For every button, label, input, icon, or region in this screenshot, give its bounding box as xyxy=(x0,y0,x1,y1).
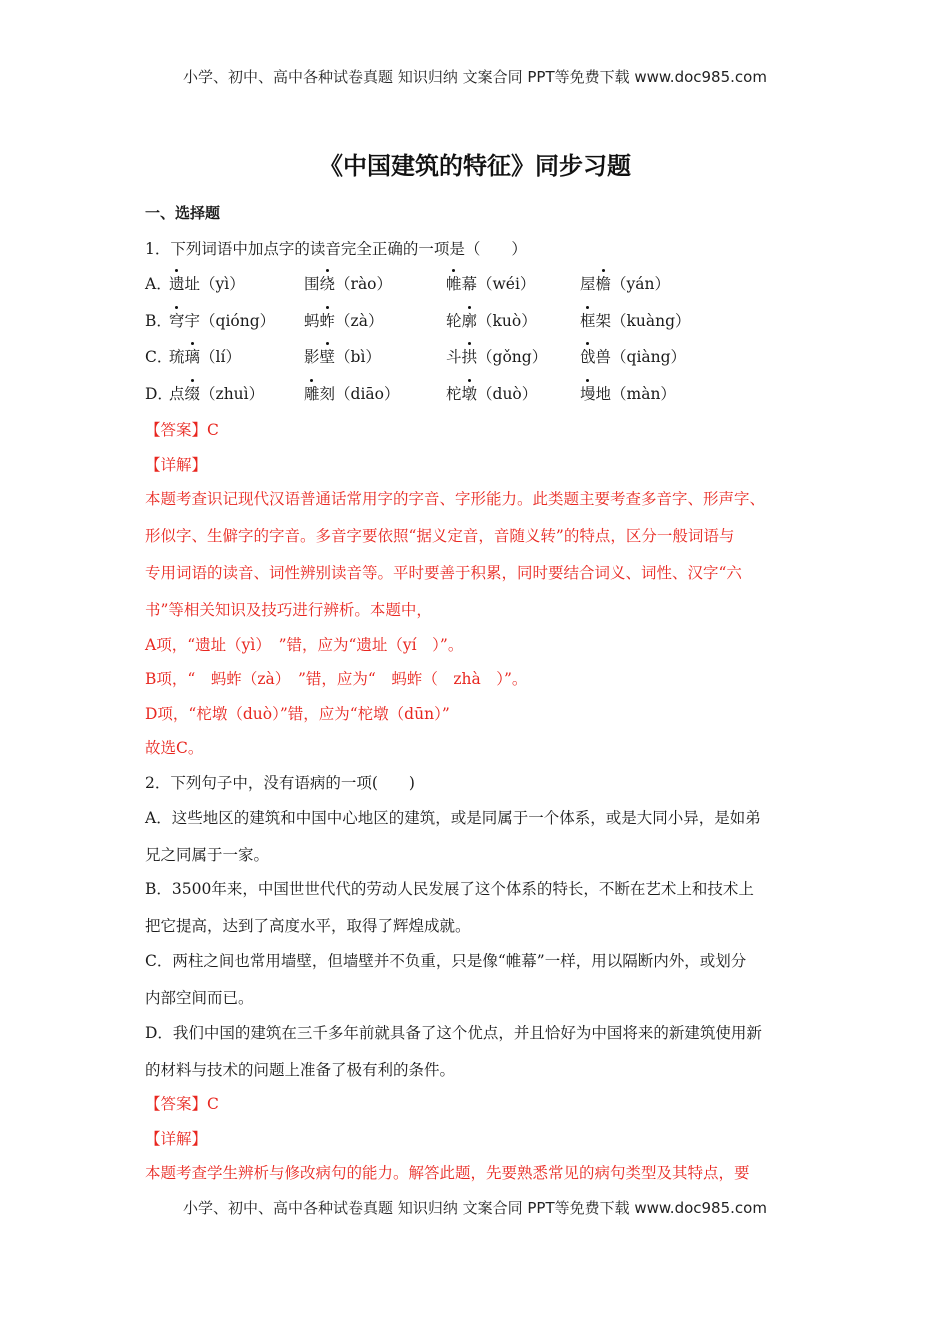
q1-answer: 【答案】C xyxy=(145,421,219,439)
q2-answer: 【答案】C xyxy=(145,1095,219,1113)
dotted-char: 廓 xyxy=(462,309,478,331)
q2-line: 把它提高，达到了高度水平，取得了辉煌成就。 xyxy=(145,917,471,935)
word-item: 戗兽（qiàng） xyxy=(580,345,686,367)
q1-explanation-line: A项，“遗址（yì） ”错，应为“遗址（yí ）”。 xyxy=(145,636,464,654)
dotted-char: 壁 xyxy=(320,345,336,367)
word-item: 琉璃（lí） xyxy=(169,345,241,367)
dotted-char: 戗 xyxy=(580,345,596,367)
dotted-char: 墁 xyxy=(580,382,596,404)
q2-line: A．这些地区的建筑和中国中心地区的建筑，或是同属于一个体系，或是大同小异，是如弟 xyxy=(145,809,761,827)
option-label: A． xyxy=(145,275,172,293)
dotted-char: 框 xyxy=(580,309,596,331)
q1-explanation-line: 形似字、生僻字的字音。多音字要依照“据义定音，音随义转”的特点，区分一般词语与 xyxy=(145,527,735,545)
q2-line: B．3500年来，中国世世代代的劳动人民发展了这个体系的特长，不断在艺术上和技术上 xyxy=(145,880,754,898)
q1-option-a xyxy=(145,272,671,294)
word-item: 柁墩（duò） xyxy=(446,382,537,404)
dotted-char: 绕 xyxy=(320,272,336,294)
word-item: 点缀（zhuì） xyxy=(169,382,264,404)
word-item: 屋檐（yán） xyxy=(580,272,670,294)
q1-explanation-line: 本题考查识记现代汉语普通话常用字的字音、字形能力。此类题主要考查多音字、形声字、 xyxy=(145,490,766,508)
dotted-char: 缀 xyxy=(185,382,201,404)
word-item: 斗拱（gǒng） xyxy=(446,345,547,367)
dotted-char: 帷 xyxy=(446,272,462,294)
dotted-char: 蚱 xyxy=(320,309,336,331)
q1-stem: 1．下列词语中加点字的读音完全正确的一项是（ ） xyxy=(145,240,527,258)
q1-explanation-line: 书”等相关知识及技巧进行辨析。本题中， xyxy=(145,601,432,619)
word-item: 墁地（màn） xyxy=(580,382,676,404)
dotted-char: 拱 xyxy=(462,345,478,367)
word-item: 影壁（bì） xyxy=(304,345,381,367)
dotted-char: 遗 xyxy=(169,272,185,294)
word-item: 框架（kuàng） xyxy=(580,309,691,331)
option-label: D． xyxy=(145,385,173,403)
q1-explanation-line: 故选C。 xyxy=(145,739,204,757)
dotted-char: 檐 xyxy=(596,272,612,294)
dotted-char: 穹 xyxy=(169,309,185,331)
word-item: 雕刻（diāo） xyxy=(304,382,399,404)
q2-stem: 2．下列句子中，没有语病的一项( ) xyxy=(145,774,415,792)
q2-line: D．我们中国的建筑在三千多年前就具备了这个优点，并且恰好为中国将来的新建筑使用新 xyxy=(145,1024,762,1042)
page-header: 小学、初中、高中各种试卷真题 知识归纳 文案合同 PPT等免费下载 www.doc985.com xyxy=(183,68,767,86)
option-label: C． xyxy=(145,348,173,366)
word-item: 轮廓（kuò） xyxy=(446,309,537,331)
word-item: 穹宇（qióng） xyxy=(169,309,275,331)
word-item: 遗址（yì） xyxy=(169,272,245,294)
q1-option-c xyxy=(145,345,687,367)
q1-explanation-line: D项，“柁墩（duò）”错，应为“柁墩（dūn）” xyxy=(145,705,450,723)
word-item: 帷幕（wéi） xyxy=(446,272,535,294)
q1-explanation-line: B项，“ 蚂蚱（zà） ”错，应为“ 蚂蚱（ zhà ）”。 xyxy=(145,670,528,688)
word-item: 蚂蚱（zà） xyxy=(304,309,383,331)
option-label: B． xyxy=(145,312,172,330)
q1-option-d xyxy=(145,382,676,404)
q2-line: C．两柱之间也常用墙壁，但墙壁并不负重，只是像“帷幕”一样，用以隔断内外，或划分 xyxy=(145,952,747,970)
q1-explanation-line: 专用词语的读音、词性辨别读音等。平时要善于积累，同时要结合词义、词性、汉字“六 xyxy=(145,564,742,582)
word-item: 围绕（rào） xyxy=(304,272,392,294)
q2-explanation-line: 本题考查学生辨析与修改病句的能力。解答此题，先要熟悉常见的病句类型及其特点，要 xyxy=(145,1164,750,1182)
page-footer: 小学、初中、高中各种试卷真题 知识归纳 文案合同 PPT等免费下载 www.doc985.com xyxy=(183,1199,767,1217)
q2-line: 内部空间而已。 xyxy=(145,989,254,1007)
q2-line: 的材料与技术的问题上准备了极有利的条件。 xyxy=(145,1061,456,1079)
page-title: 《中国建筑的特征》同步习题 xyxy=(319,152,631,180)
q1-option-b xyxy=(145,309,691,331)
q2-detail-label: 【详解】 xyxy=(145,1130,208,1148)
section-heading: 一、选择题 xyxy=(145,204,221,222)
dotted-char: 墩 xyxy=(462,382,478,404)
q2-line: 兄之同属于一家。 xyxy=(145,846,270,864)
q1-detail-label: 【详解】 xyxy=(145,456,208,474)
dotted-char: 雕 xyxy=(304,382,320,404)
dotted-char: 璃 xyxy=(185,345,201,367)
